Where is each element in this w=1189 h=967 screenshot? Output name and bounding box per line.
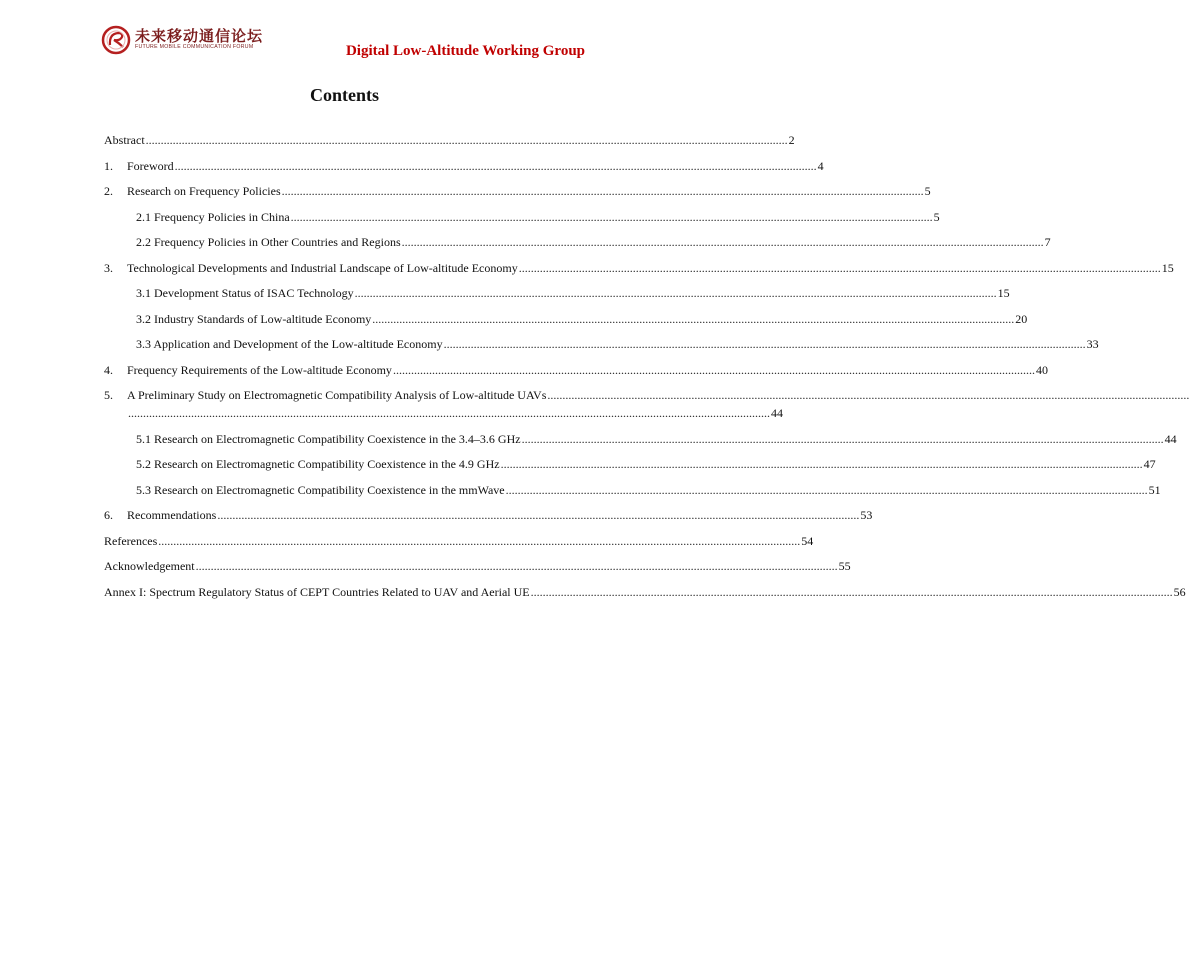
- logo-chinese-text: 未来移动通信论坛: [135, 27, 264, 45]
- toc-leader-dots: ......................................................................................................................................................................................................................: [392, 362, 1035, 377]
- toc-entry-label: 5.3 Research on Electromagnetic Compatibility Coexistence in the mmWave: [136, 482, 505, 497]
- toc-entry-label: 2.2 Frequency Policies in Other Countries and Regions: [136, 235, 401, 249]
- toc-entry-label: 5.2 Research on Electromagnetic Compatibility Coexistence in the 4.9 GHz: [136, 457, 500, 471]
- toc-entry-page: 56: [1173, 584, 1186, 599]
- toc-entry-label: A Preliminary Study on Electromagnetic Compatibility Analysis of Low-altitude UAVs: [127, 388, 547, 402]
- toc-entry-page: 20: [1015, 311, 1028, 326]
- toc-entry-recommendations[interactable]: [104, 507, 873, 533]
- toc-entry-page: 51: [1148, 482, 1161, 497]
- toc-entry-page: 54: [801, 533, 814, 548]
- toc-entry-label: 2.1 Frequency Policies in China: [136, 209, 290, 224]
- toc-leader-dots: ......................................................................................................................................................................................................................: [145, 133, 788, 147]
- toc-entry-page: 5: [933, 209, 940, 224]
- toc-entry-annex-1[interactable]: [104, 584, 1186, 610]
- forum-logo: [101, 23, 264, 57]
- toc-entry-label: Frequency Requirements of the Low-altitude Economy: [127, 362, 392, 377]
- toc-entry-industry-standards[interactable]: [104, 311, 1028, 337]
- toc-leader-dots: ......................................................................................................................................................................................................................: [195, 559, 838, 573]
- toc-entry-label: Foreword: [127, 158, 174, 173]
- toc-entry-isac[interactable]: [104, 285, 1010, 311]
- toc-entry-page: 44: [771, 406, 783, 420]
- toc-leader-dots: ......................................................................................................................................................................................................................: [521, 431, 1164, 446]
- toc-leader-dots: ......................................................................................................................................................................................................................: [505, 482, 1148, 497]
- table-of-contents: [104, 132, 1189, 609]
- toc-entry-page: 33: [1086, 337, 1099, 351]
- toc-leader-dots: ......................................................................................................................................................................................................................: [401, 235, 1044, 249]
- toc-entry-foreword[interactable]: [104, 158, 824, 184]
- toc-entry-page: 5: [924, 184, 931, 198]
- toc-entry-label: Technological Developments and Industrial Landscape of Low-altitude Economy: [127, 260, 518, 275]
- toc-entry-abstract[interactable]: [104, 132, 795, 158]
- toc-entry-page: 40: [1035, 362, 1048, 377]
- toc-leader-dots: ......................................................................................................................................................................................................................: [290, 209, 933, 224]
- forum-logo-icon: [101, 25, 131, 55]
- toc-entry-page: 53: [860, 508, 873, 522]
- toc-entry-page: 2: [788, 133, 795, 147]
- toc-entry-frequency-policies[interactable]: [104, 183, 931, 209]
- toc-entry-label: Acknowledgement: [104, 559, 195, 573]
- toc-leader-dots: ......................................................................................................................................................................................................................: [158, 533, 801, 548]
- toc-entry-page: 4: [817, 158, 824, 173]
- toc-entry-number: 3.: [104, 260, 113, 275]
- toc-entry-page: 15: [997, 286, 1010, 300]
- toc-entry-number: 6.: [104, 508, 113, 522]
- toc-leader-dots: ......................................................................................................................................................................................................................: [217, 508, 860, 522]
- toc-entry-page: 15: [1161, 260, 1174, 275]
- toc-leader-dots: ......................................................................................................................................................................................................................: [128, 406, 770, 420]
- toc-entry-label: References: [104, 533, 158, 548]
- toc-entry-emc-study[interactable]: [104, 387, 1189, 431]
- toc-entry-emc-4-9ghz[interactable]: [104, 456, 1156, 482]
- logo-english-text: FUTURE MOBILE COMMUNICATION FORUM: [135, 44, 254, 50]
- toc-leader-dots: ......................................................................................................................................................................................................................: [354, 286, 997, 300]
- toc-entry-label: Abstract: [104, 133, 145, 147]
- toc-entry-emc-mmwave[interactable]: [104, 482, 1161, 508]
- toc-leader-dots: ......................................................................................................................................................................................................................: [530, 584, 1173, 599]
- toc-leader-dots: ......................................................................................................................................................................................................................: [372, 311, 1015, 326]
- toc-leader-dots: ......................................................................................................................................................................................................................: [518, 260, 1161, 275]
- toc-entry-emc-3-4ghz[interactable]: [104, 431, 1177, 457]
- page-title: Contents: [309, 85, 379, 105]
- toc-entry-label: Research on Frequency Policies: [127, 184, 281, 198]
- toc-entry-policies-other[interactable]: [104, 234, 1051, 260]
- toc-entry-policies-china[interactable]: [104, 209, 940, 235]
- toc-entry-tech-developments[interactable]: [104, 260, 1174, 286]
- toc-entry-page: 55: [838, 559, 851, 573]
- toc-entry-frequency-requirements[interactable]: [104, 362, 1048, 388]
- toc-entry-page: 47: [1143, 457, 1156, 471]
- toc-entry-page: 44: [1164, 431, 1177, 446]
- toc-leader-dots: ......................................................................................................................................................................................................................: [547, 388, 1189, 402]
- toc-entry-label: 3.1 Development Status of ISAC Technology: [136, 286, 354, 300]
- toc-entry-page: 7: [1044, 235, 1051, 249]
- toc-leader-dots: ......................................................................................................................................................................................................................: [500, 457, 1143, 471]
- toc-leader-dots: ......................................................................................................................................................................................................................: [443, 337, 1086, 351]
- toc-entry-label: 3.2 Industry Standards of Low-altitude Economy: [136, 311, 372, 326]
- toc-entry-label: Annex I: Spectrum Regulatory Status of CEPT Countries Related to UAV and Aerial UE: [104, 584, 530, 599]
- header-title: Digital Low-Altitude Working Group: [345, 43, 585, 59]
- toc-leader-dots: ......................................................................................................................................................................................................................: [281, 184, 924, 198]
- toc-entry-number: 4.: [104, 362, 113, 377]
- toc-entry-application[interactable]: [104, 336, 1099, 362]
- toc-entry-references[interactable]: [104, 533, 814, 559]
- toc-entry-acknowledgement[interactable]: [104, 558, 851, 584]
- toc-entry-label: Recommendations: [127, 508, 217, 522]
- toc-entry-label: 3.3 Application and Development of the Low-altitude Economy: [136, 337, 443, 351]
- toc-leader-dots: ......................................................................................................................................................................................................................: [174, 158, 817, 173]
- toc-entry-number: 2.: [104, 184, 113, 198]
- toc-entry-number: 1.: [104, 158, 113, 173]
- toc-entry-number: 5.: [104, 388, 113, 402]
- toc-entry-label: 5.1 Research on Electromagnetic Compatibility Coexistence in the 3.4–3.6 GHz: [136, 431, 521, 446]
